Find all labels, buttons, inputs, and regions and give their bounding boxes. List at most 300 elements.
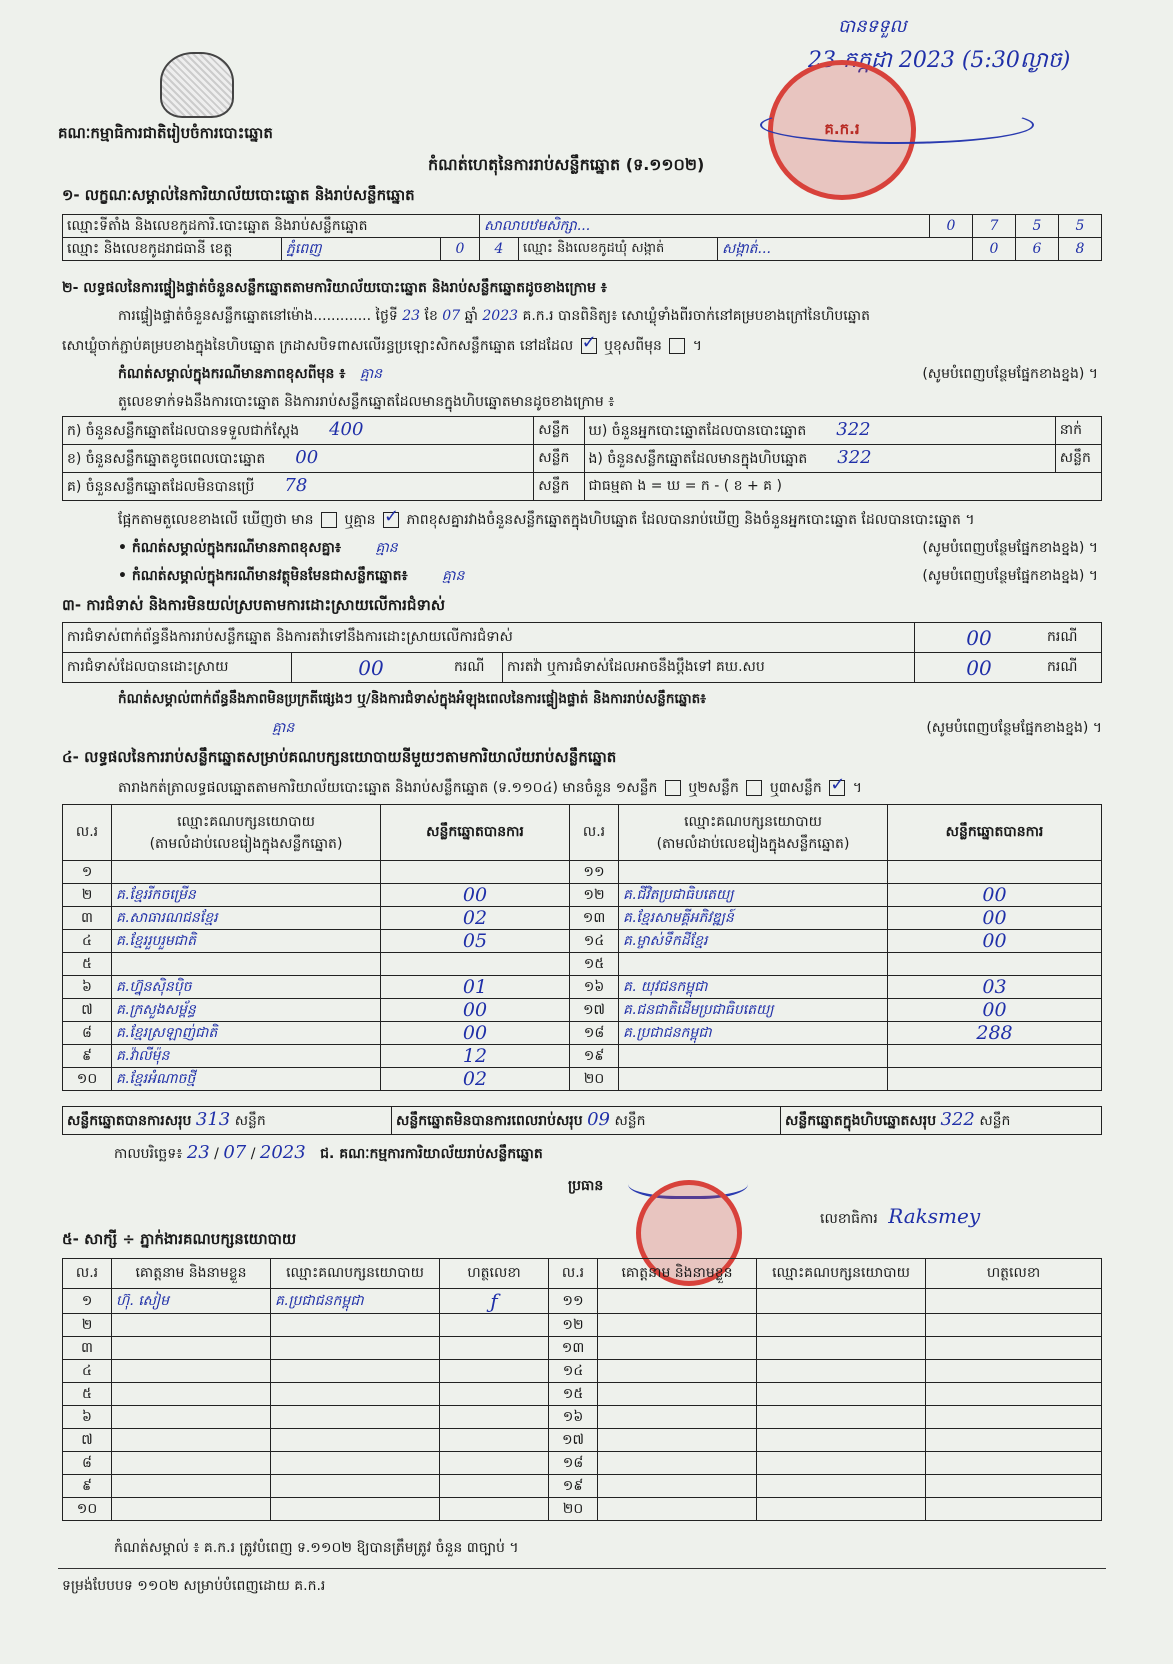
witness-sign-left: ƒ bbox=[440, 1289, 549, 1314]
verification-year: 2023 bbox=[482, 308, 519, 324]
witness-no-left: ១០ bbox=[63, 1498, 112, 1521]
witness-party-left bbox=[271, 1498, 440, 1521]
witness-sign-left bbox=[440, 1337, 549, 1360]
col-party-right-title: ឈ្មោះគណបក្សនយោបាយ bbox=[684, 813, 822, 830]
witness-no-left: ១ bbox=[63, 1289, 112, 1314]
witness-no-left: ២ bbox=[63, 1314, 112, 1337]
inbox-total-unit: សន្លឹក bbox=[979, 1113, 1011, 1129]
left-result-no: ៩ bbox=[63, 1045, 112, 1068]
witness-sign-right bbox=[926, 1383, 1102, 1406]
irregularity-value: គ្មាន bbox=[272, 720, 295, 736]
results-row bbox=[63, 861, 1102, 884]
witness-sign-left bbox=[440, 1452, 549, 1475]
witness-name-left bbox=[112, 1406, 271, 1429]
witness-sign-left bbox=[440, 1383, 549, 1406]
verification-line1 bbox=[118, 306, 870, 327]
left-result-no: ៤ bbox=[63, 930, 112, 953]
org-name: គណៈកម្មាធិការជាតិរៀបចំការបោះឆ្នោត bbox=[58, 124, 273, 142]
witness-name-right bbox=[598, 1337, 757, 1360]
verification-check-text: គ.ក.រ បានពិនិត្យ៖ សោឃ្លុំទាំងពីរចាក់នៅគម្របខាងក្រៅនៃហិបឆ្នោត bbox=[522, 308, 870, 324]
witness-party-right bbox=[757, 1383, 926, 1406]
committee-label: ជ. គណៈកម្មការការិយាល័យរាប់សន្លឹកឆ្នោត bbox=[320, 1146, 543, 1162]
w-col-name-right: គោត្តនាម និងនាមខ្លួន bbox=[598, 1259, 757, 1289]
province-value: ភ្នំពេញ bbox=[282, 238, 441, 261]
footer-text: ទម្រង់បែបបទ ១១០២ សម្រាប់បំពេញដោយ គ.ក.រ bbox=[62, 1578, 326, 1594]
witness-no-right: ១៨ bbox=[549, 1452, 598, 1475]
count-ngo-value: 322 bbox=[837, 447, 872, 468]
secretary-label: លេខាធិការ bbox=[820, 1211, 878, 1227]
invalid-total-value: 09 bbox=[587, 1109, 610, 1130]
counts-table bbox=[62, 416, 1102, 501]
witness-row bbox=[63, 1360, 1102, 1383]
left-result-votes: 02 bbox=[381, 1068, 570, 1091]
left-result-votes bbox=[381, 861, 570, 884]
section1-table bbox=[62, 214, 1102, 261]
left-result-votes: 00 bbox=[381, 1022, 570, 1045]
results-row bbox=[63, 999, 1102, 1022]
witness-no-left: ៧ bbox=[63, 1429, 112, 1452]
two-sheets-text: ឬ២សន្លឹក bbox=[688, 780, 739, 796]
section5-title: ៥- សាក្សី ÷ ភ្នាក់ងារគណបក្សនយោបាយ bbox=[62, 1230, 297, 1248]
left-result-votes: 00 bbox=[381, 884, 570, 907]
w-col-no-right: ល.រ bbox=[549, 1259, 598, 1289]
count-ka-value: 400 bbox=[329, 419, 364, 440]
left-result-no: ១ bbox=[63, 861, 112, 884]
three-sheets-text: ឬ៣សន្លឹក bbox=[769, 780, 822, 796]
bullet1-label: • កំណត់សម្គាល់ក្នុងករណីមានភាពខុសគ្នា៖ bbox=[118, 540, 342, 556]
valid-total-label: សន្លឹកឆ្នោតបានការសរុប bbox=[67, 1113, 192, 1129]
witness-sign-left bbox=[440, 1475, 549, 1498]
witness-name-left bbox=[112, 1498, 271, 1521]
bullet1-suffix: (សូមបំពេញបន្ថែមផ្នែកខាងខ្នង) ។ bbox=[922, 540, 1098, 556]
witness-party-left bbox=[271, 1406, 440, 1429]
appeals-value: 00 bbox=[915, 653, 1044, 683]
station-code-4: 5 bbox=[1059, 215, 1102, 238]
left-result-votes: 02 bbox=[381, 907, 570, 930]
left-result-party: គ.ហ្វ៊ុនស៊ិនប៉ិច bbox=[112, 976, 381, 999]
bullet2-value: គ្មាន bbox=[442, 568, 465, 584]
witness-sign-right bbox=[926, 1498, 1102, 1521]
footer-rule bbox=[58, 1568, 1106, 1569]
left-result-votes: 05 bbox=[381, 930, 570, 953]
objections-table bbox=[62, 622, 1102, 683]
commune-value: សង្កាត់... bbox=[718, 238, 973, 261]
formula: ជាធម្មតា ង = ឃ = ក - ( ខ + គ ) bbox=[584, 473, 1101, 501]
col-party-left-title: ឈ្មោះគណបក្សនយោបាយ bbox=[177, 813, 315, 830]
tally-intro: តារាងកត់ត្រាលទ្ធផលឆ្នោតតាមការិយាល័យបោះឆ្នោត និងរាប់សន្លឹកឆ្នោត (ទ.១១០៤) មានចំនួន ១សន្លឹក bbox=[118, 780, 658, 796]
right-result-votes: 00 bbox=[888, 884, 1102, 907]
bullet2-suffix: (សូមបំពេញបន្ថែមផ្នែកខាងខ្នង) ។ bbox=[922, 568, 1098, 584]
count-kha-label: ខ) ចំនួនសន្លឹកឆ្នោតខូចពេលបោះឆ្នោត bbox=[67, 451, 266, 467]
bullet1-line bbox=[118, 538, 1098, 559]
right-result-party: គ.ខ្មែរសាមគ្គីអភិវឌ្ឍន៍ bbox=[619, 907, 888, 930]
witness-no-right: ១៧ bbox=[549, 1429, 598, 1452]
right-result-party bbox=[619, 953, 888, 976]
witness-no-left: ៦ bbox=[63, 1406, 112, 1429]
diff-text-c: ភាពខុសគ្នារវាងចំនួនសន្លឹកឆ្នោតក្នុងហិបឆ្នោត ដែលបានរាប់ឃើញ និងចំនួនអ្នកបោះឆ្នោត ដែលបានបោះឆ្នោត ។ bbox=[406, 512, 975, 528]
emblem bbox=[160, 52, 234, 118]
invalid-total-unit: សន្លឹក bbox=[614, 1113, 646, 1129]
appeals-label: ការតវ៉ា ឬការជំទាស់ដែលអាចនឹងប្តឹងទៅ គឃ.សប bbox=[503, 653, 915, 683]
month-label: ខែ bbox=[424, 308, 438, 324]
note-suffix: (សូមបំពេញបន្ថែមផ្នែកខាងខ្នង) ។ bbox=[922, 366, 1098, 382]
col-party-left bbox=[112, 805, 381, 861]
three-sheets-checkbox[interactable] bbox=[829, 780, 845, 796]
witness-row bbox=[63, 1452, 1102, 1475]
right-result-party bbox=[619, 861, 888, 884]
count-kho-value: 322 bbox=[836, 419, 871, 440]
secretary-line bbox=[820, 1204, 980, 1230]
witness-no-right: ១៩ bbox=[549, 1475, 598, 1498]
right-result-votes: 00 bbox=[888, 999, 1102, 1022]
right-result-no: ១៨ bbox=[570, 1022, 619, 1045]
w-col-party-left: ឈ្មោះគណបក្សនយោបាយ bbox=[271, 1259, 440, 1289]
witness-no-left: ៥ bbox=[63, 1383, 112, 1406]
right-result-party: គ.ជីវិតប្រជាធិបតេយ្យ bbox=[619, 884, 888, 907]
witness-sign-right bbox=[926, 1406, 1102, 1429]
left-result-no: ៨ bbox=[63, 1022, 112, 1045]
results-row bbox=[63, 884, 1102, 907]
right-result-party bbox=[619, 1045, 888, 1068]
witness-party-left bbox=[271, 1452, 440, 1475]
witness-party-left bbox=[271, 1337, 440, 1360]
col-votes-right: សន្លឹកឆ្នោតបានការ bbox=[888, 805, 1102, 861]
chair-label: ប្រធាន bbox=[568, 1178, 604, 1194]
w-col-sign-left: ហត្ថលេខា bbox=[440, 1259, 549, 1289]
count-ngo-label: ង) ចំនួនសន្លឹកឆ្នោតដែលមានក្នុងហិបឆ្នោត bbox=[588, 451, 808, 467]
invalid-total-label: សន្លឹកឆ្នោតមិនបានការពេលរាប់សរុប bbox=[396, 1113, 583, 1129]
station-code-1: 0 bbox=[930, 215, 973, 238]
count-ko-label: គ) ចំនួនសន្លឹកឆ្នោតដែលមិនបានប្រើ bbox=[67, 479, 255, 495]
diff-no-checkbox[interactable] bbox=[383, 512, 399, 528]
witness-no-right: ១៤ bbox=[549, 1360, 598, 1383]
right-result-votes bbox=[888, 953, 1102, 976]
witness-party-left bbox=[271, 1383, 440, 1406]
results-totals bbox=[62, 1106, 1102, 1135]
left-result-votes: 00 bbox=[381, 999, 570, 1022]
province-code-1: 0 bbox=[441, 238, 480, 261]
witness-row bbox=[63, 1498, 1102, 1521]
commune-code-2: 6 bbox=[1016, 238, 1059, 261]
witness-sign-left bbox=[440, 1429, 549, 1452]
w-col-no-left: ល.រ bbox=[63, 1259, 112, 1289]
inbox-total-label: សន្លឹកឆ្នោតក្នុងហិបឆ្នោតសរុប bbox=[785, 1113, 937, 1129]
col-votes-left: សន្លឹកឆ្នោតបានការ bbox=[381, 805, 570, 861]
witness-party-left bbox=[271, 1314, 440, 1337]
left-result-party bbox=[112, 953, 381, 976]
bullet2-label: • កំណត់សម្គាល់ក្នុងករណីមានវត្ថុមិនមែនជាសន្លឹកឆ្នោត៖ bbox=[118, 568, 408, 584]
broken-checkbox[interactable] bbox=[669, 338, 685, 354]
witness-name-right bbox=[598, 1498, 757, 1521]
count-kho-label: ឃ) ចំនួនអ្នកបោះឆ្នោតដែលបានបោះឆ្នោត bbox=[588, 423, 807, 439]
right-result-no: ១១ bbox=[570, 861, 619, 884]
footnote: កំណត់សម្គាល់ ៖ គ.ក.រ ត្រូវបំពេញ ទ.១១០២ ឱ្យបានត្រឹមត្រូវ ចំនួន ៣ច្បាប់ ។ bbox=[114, 1540, 519, 1556]
objections-value: 00 bbox=[915, 623, 1044, 653]
right-result-no: ១៦ bbox=[570, 976, 619, 999]
witness-party-right bbox=[757, 1289, 926, 1314]
witness-no-left: ៩ bbox=[63, 1475, 112, 1498]
right-result-no: ១២ bbox=[570, 884, 619, 907]
irregularity-suffix: (សូមបំពេញបន្ថែមផ្នែកខាងខ្នង) ។ bbox=[926, 720, 1102, 736]
witness-sign-right bbox=[926, 1314, 1102, 1337]
section1-title: ១- លក្ខណៈសម្គាល់នៃការិយាល័យបោះឆ្នោត និងរាប់សន្លឹកឆ្នោត bbox=[62, 186, 415, 204]
diff-text-b: ឬគ្មាន bbox=[344, 512, 376, 528]
right-result-party: គ.ម្ចាស់ទឹកដីខ្មែរ bbox=[619, 930, 888, 953]
witness-name-left bbox=[112, 1452, 271, 1475]
results-row bbox=[63, 907, 1102, 930]
witness-party-left bbox=[271, 1360, 440, 1383]
witness-party-right bbox=[757, 1314, 926, 1337]
witness-party-right bbox=[757, 1452, 926, 1475]
witness-sign-left bbox=[440, 1314, 549, 1337]
province-code-2: 4 bbox=[480, 238, 519, 261]
witness-no-left: ៤ bbox=[63, 1360, 112, 1383]
left-result-votes: 01 bbox=[381, 976, 570, 999]
witness-party-left bbox=[271, 1429, 440, 1452]
station-label: ឈ្មោះទីតាំង និងលេខកូដការិ.បោះឆ្នោត និងរាប់សន្លឹកឆ្នោត bbox=[63, 215, 480, 238]
verification-line2: សោឃ្លុំចាក់ភ្ជាប់គម្របខាងក្នុងនៃហិបឆ្នោត ក្រដាសបិទពាសលើរន្ធប្រឡោះសិកសន្លឹកឆ្នោត នៅដដែល ✓ ឬខុសពីមុន ។ bbox=[62, 336, 702, 357]
count-kha bbox=[63, 445, 534, 473]
note-label: កំណត់សម្គាល់ក្នុងករណីមានភាពខុសពីមុន ៖ bbox=[118, 366, 346, 382]
witness-party-right bbox=[757, 1498, 926, 1521]
left-result-no: ៣ bbox=[63, 907, 112, 930]
witness-sign-right bbox=[926, 1289, 1102, 1314]
witness-party-right bbox=[757, 1337, 926, 1360]
one-sheet-checkbox[interactable] bbox=[665, 780, 681, 796]
witness-no-right: ១៣ bbox=[549, 1337, 598, 1360]
appeals-unit: ករណី bbox=[1043, 653, 1102, 683]
count-ngo bbox=[584, 445, 1055, 473]
witness-row bbox=[63, 1289, 1102, 1314]
irregularity-label: កំណត់សម្គាល់ពាក់ព័ន្ធនឹងភាពមិនប្រក្រតីផ្សេងៗ ឬ/និងការជំទាស់ក្នុងអំឡុងពេលនៃការផ្ទៀងផ្ទាត់ និងការរាប់សន្លឹកឆ្នោត៖ bbox=[118, 691, 707, 707]
witness-name-left bbox=[112, 1314, 271, 1337]
witness-sign-right bbox=[926, 1360, 1102, 1383]
diff-text-a: ផ្អែកតាមតួលេខខាងលើ ឃើញថា មាន bbox=[118, 512, 314, 528]
results-row bbox=[63, 953, 1102, 976]
right-result-votes: 00 bbox=[888, 907, 1102, 930]
witness-sign-left bbox=[440, 1406, 549, 1429]
witness-no-right: ១៦ bbox=[549, 1406, 598, 1429]
note-line bbox=[118, 364, 1098, 385]
date-label: កាលបរិច្ឆេទ៖ bbox=[114, 1146, 183, 1162]
left-result-party: គ.ខ្មែររីកចម្រើន bbox=[112, 884, 381, 907]
witness-name-right bbox=[598, 1475, 757, 1498]
secretary-signature: Raksmey bbox=[888, 1204, 981, 1228]
results-row bbox=[63, 976, 1102, 999]
witness-party-right bbox=[757, 1429, 926, 1452]
w-col-name-left: គោត្តនាម និងនាមខ្លួន bbox=[112, 1259, 271, 1289]
left-result-party: គ.សាធារណជនខ្មែរ bbox=[112, 907, 381, 930]
invalid-total bbox=[392, 1107, 781, 1135]
results-row bbox=[63, 930, 1102, 953]
verification-month: 07 bbox=[442, 308, 461, 324]
count-ngo-unit: សន្លឹក bbox=[1055, 445, 1101, 473]
left-result-party: គ.វ៉ាលីម៉ុន bbox=[112, 1045, 381, 1068]
verification-day: 23 bbox=[402, 308, 421, 324]
right-result-votes: 288 bbox=[888, 1022, 1102, 1045]
verification-time-text: ការផ្ទៀងផ្ទាត់ចំនួនសន្លឹកឆ្នោតនៅម៉ោង............. ថ្ងៃទី bbox=[118, 308, 398, 324]
witness-row bbox=[63, 1429, 1102, 1452]
witness-row bbox=[63, 1383, 1102, 1406]
bullet2-line bbox=[118, 566, 1098, 587]
commune-code-3: 8 bbox=[1059, 238, 1102, 261]
witness-name-right bbox=[598, 1452, 757, 1475]
station-code-2: 7 bbox=[973, 215, 1016, 238]
witness-party-right bbox=[757, 1406, 926, 1429]
right-result-party bbox=[619, 1068, 888, 1091]
witness-party-right bbox=[757, 1360, 926, 1383]
received-label: បានទទួល bbox=[838, 16, 907, 37]
signature-scribble bbox=[760, 106, 1034, 144]
w-col-party-right: ឈ្មោះគណបក្សនយោបាយ bbox=[757, 1259, 926, 1289]
witness-party-right bbox=[757, 1475, 926, 1498]
witness-no-right: ២០ bbox=[549, 1498, 598, 1521]
count-ka bbox=[63, 417, 534, 445]
witness-row bbox=[63, 1337, 1102, 1360]
left-result-party: គ.ខ្មែរអំណាចថ្មី bbox=[112, 1068, 381, 1091]
count-kho bbox=[584, 417, 1055, 445]
witness-sign-right bbox=[926, 1452, 1102, 1475]
w-col-sign-right: ហត្ថលេខា bbox=[926, 1259, 1102, 1289]
tally-sheet-line: តារាងកត់ត្រាលទ្ធផលឆ្នោតតាមការិយាល័យបោះឆ្នោត និងរាប់សន្លឹកឆ្នោត (ទ.១១០៤) មានចំនួន ១សន្លឹក ឬ២សន្លឹក ឬ៣សន្លឹក ✓ ។ bbox=[118, 778, 862, 799]
resolved-label: ការជំទាស់ដែលបានដោះស្រាយ bbox=[63, 653, 292, 683]
results-row bbox=[63, 1068, 1102, 1091]
right-result-votes: 00 bbox=[888, 930, 1102, 953]
witness-name-right bbox=[598, 1383, 757, 1406]
seal-intact-text: សោឃ្លុំចាក់ភ្ជាប់គម្របខាងក្នុងនៃហិបឆ្នោត ក្រដាសបិទពាសលើរន្ធប្រឡោះសិកសន្លឹកឆ្នោត នៅដដែល bbox=[62, 338, 574, 354]
count-ko bbox=[63, 473, 534, 501]
witness-name-left bbox=[112, 1337, 271, 1360]
objections-unit: ករណី bbox=[1043, 623, 1102, 653]
right-result-party: គ.ប្រជាជនកម្ពុជា bbox=[619, 1022, 888, 1045]
witness-sign-right bbox=[926, 1429, 1102, 1452]
left-result-no: ៥ bbox=[63, 953, 112, 976]
count-ko-value: 78 bbox=[284, 475, 308, 496]
difference-line bbox=[118, 510, 975, 531]
right-result-no: ១៥ bbox=[570, 953, 619, 976]
valid-total-value: 313 bbox=[195, 1109, 231, 1130]
left-result-party: គ.ខ្មែរស្រឡាញ់ជាតិ bbox=[112, 1022, 381, 1045]
diff-yes-checkbox[interactable] bbox=[321, 512, 337, 528]
right-result-votes bbox=[888, 1045, 1102, 1068]
inbox-total bbox=[781, 1107, 1102, 1135]
date-day: 23 bbox=[186, 1142, 210, 1163]
form-title: កំណត់ហេតុនៃការរាប់សន្លឹកឆ្នោត (ទ.១១០២) bbox=[428, 155, 705, 174]
results-row bbox=[63, 1022, 1102, 1045]
left-result-votes bbox=[381, 953, 570, 976]
date-year: 2023 bbox=[259, 1142, 306, 1163]
valid-total bbox=[63, 1107, 392, 1135]
valid-total-unit: សន្លឹក bbox=[234, 1113, 266, 1129]
witness-no-left: ៣ bbox=[63, 1337, 112, 1360]
col-party-left-sub: (តាមលំដាប់លេខរៀងក្នុងសន្លឹកឆ្នោត) bbox=[149, 835, 343, 852]
left-result-party bbox=[112, 861, 381, 884]
left-result-party: គ.ខ្មែររួបរួមជាតិ bbox=[112, 930, 381, 953]
results-row bbox=[63, 1045, 1102, 1068]
signing-date: កាលបរិច្ឆេទ៖ 23 / 07 / 2023 ជ. គណៈកម្មការការិយាល័យរាប់សន្លឹកឆ្នោត bbox=[114, 1142, 543, 1163]
witness-name-right bbox=[598, 1406, 757, 1429]
col-party-right-sub: (តាមលំដាប់លេខរៀងក្នុងសន្លឹកឆ្នោត) bbox=[656, 835, 850, 852]
resolved-unit: ករណី bbox=[450, 653, 503, 683]
date-month: 07 bbox=[223, 1142, 247, 1163]
right-result-votes bbox=[888, 861, 1102, 884]
witness-sign-right bbox=[926, 1337, 1102, 1360]
witness-no-right: ១៥ bbox=[549, 1383, 598, 1406]
right-result-no: ១៩ bbox=[570, 1045, 619, 1068]
left-result-no: ៧ bbox=[63, 999, 112, 1022]
right-result-party: គ. យុវជនកម្ពុជា bbox=[619, 976, 888, 999]
right-result-no: ១៣ bbox=[570, 907, 619, 930]
section3-title: ៣- ការជំទាស់ និងការមិនយល់ស្របតាមការដោះស្រាយលើការជំទាស់ bbox=[62, 596, 446, 614]
right-result-no: ១៤ bbox=[570, 930, 619, 953]
commune-label: ឈ្មោះ និងលេខកូដឃុំ សង្កាត់ bbox=[519, 238, 718, 261]
results-table bbox=[62, 804, 1102, 1091]
witness-name-right bbox=[598, 1429, 757, 1452]
count-ka-unit: សន្លឹក bbox=[534, 417, 584, 445]
left-result-no: ១០ bbox=[63, 1068, 112, 1091]
count-kha-unit: សន្លឹក bbox=[534, 445, 584, 473]
bullet1-value: គ្មាន bbox=[375, 540, 398, 556]
witness-no-left: ៨ bbox=[63, 1452, 112, 1475]
year-label: ឆ្នាំ bbox=[464, 308, 478, 324]
count-kho-unit: នាក់ bbox=[1055, 417, 1101, 445]
witness-name-right bbox=[598, 1360, 757, 1383]
witness-name-left bbox=[112, 1360, 271, 1383]
witness-name-left bbox=[112, 1475, 271, 1498]
witness-table bbox=[62, 1258, 1102, 1521]
resolved-value: 00 bbox=[292, 653, 451, 683]
commune-code-1: 0 bbox=[973, 238, 1016, 261]
inbox-total-value: 322 bbox=[940, 1109, 975, 1130]
section4-title: ៤- លទ្ធផលនៃការរាប់សន្លឹកឆ្នោតសម្រាប់គណបក្សនយោបាយនីមួយៗតាមការិយាល័យរាប់សន្លឹកឆ្នោត bbox=[62, 748, 617, 766]
left-result-no: ៦ bbox=[63, 976, 112, 999]
left-result-party: គ.ក្រសួងសម្ព័ន្ធ bbox=[112, 999, 381, 1022]
seal-text: គ.ក.រ bbox=[824, 120, 860, 138]
witness-party-left: គ.ប្រជាជនកម្ពុជា bbox=[271, 1289, 440, 1314]
objections-label: ការជំទាស់ពាក់ព័ន្ធនឹងការរាប់សន្លឹកឆ្នោត និងការតវ៉ាទៅនឹងការដោះស្រាយលើការជំទាស់ bbox=[63, 623, 915, 653]
count-kha-value: 00 bbox=[295, 447, 319, 468]
witness-sign-left bbox=[440, 1360, 549, 1383]
col-no-right: ល.រ bbox=[570, 805, 619, 861]
right-result-party: គ.ជនជាតិដើមប្រជាធិបតេយ្យ bbox=[619, 999, 888, 1022]
left-result-votes: 12 bbox=[381, 1045, 570, 1068]
irregularity-line bbox=[62, 718, 1102, 739]
station-code-3: 5 bbox=[1016, 215, 1059, 238]
witness-no-right: ១២ bbox=[549, 1314, 598, 1337]
witness-row bbox=[63, 1406, 1102, 1429]
right-result-no: ១៧ bbox=[570, 999, 619, 1022]
witness-name-left bbox=[112, 1429, 271, 1452]
province-label: ឈ្មោះ និងលេខកូដរាជធានី ខេត្ត bbox=[63, 238, 282, 261]
broken-text: ឬខុសពីមុន bbox=[604, 338, 662, 354]
witness-name-right bbox=[598, 1289, 757, 1314]
intact-checkbox[interactable] bbox=[581, 338, 597, 354]
count-ko-unit: សន្លឹក bbox=[534, 473, 584, 501]
witness-row bbox=[63, 1475, 1102, 1498]
note-value: គ្មាន bbox=[359, 366, 383, 382]
left-result-no: ២ bbox=[63, 884, 112, 907]
two-sheets-checkbox[interactable] bbox=[746, 780, 762, 796]
right-result-no: ២០ bbox=[570, 1068, 619, 1091]
counts-intro: តួលេខទាក់ទងនឹងការបោះឆ្នោត និងការរាប់សន្លឹកឆ្នោតដែលមានក្នុងហិបឆ្នោតមានដូចខាងក្រោម ៖ bbox=[118, 394, 615, 410]
received-date: 23 កក្កដា 2023 (5:30ល្ងាច) bbox=[808, 48, 1071, 73]
station-value: សាលាបឋមសិក្សា... bbox=[480, 215, 930, 238]
witness-party-left bbox=[271, 1475, 440, 1498]
witness-row bbox=[63, 1314, 1102, 1337]
right-result-votes: 03 bbox=[888, 976, 1102, 999]
witness-name-left bbox=[112, 1383, 271, 1406]
witness-sign-right bbox=[926, 1475, 1102, 1498]
